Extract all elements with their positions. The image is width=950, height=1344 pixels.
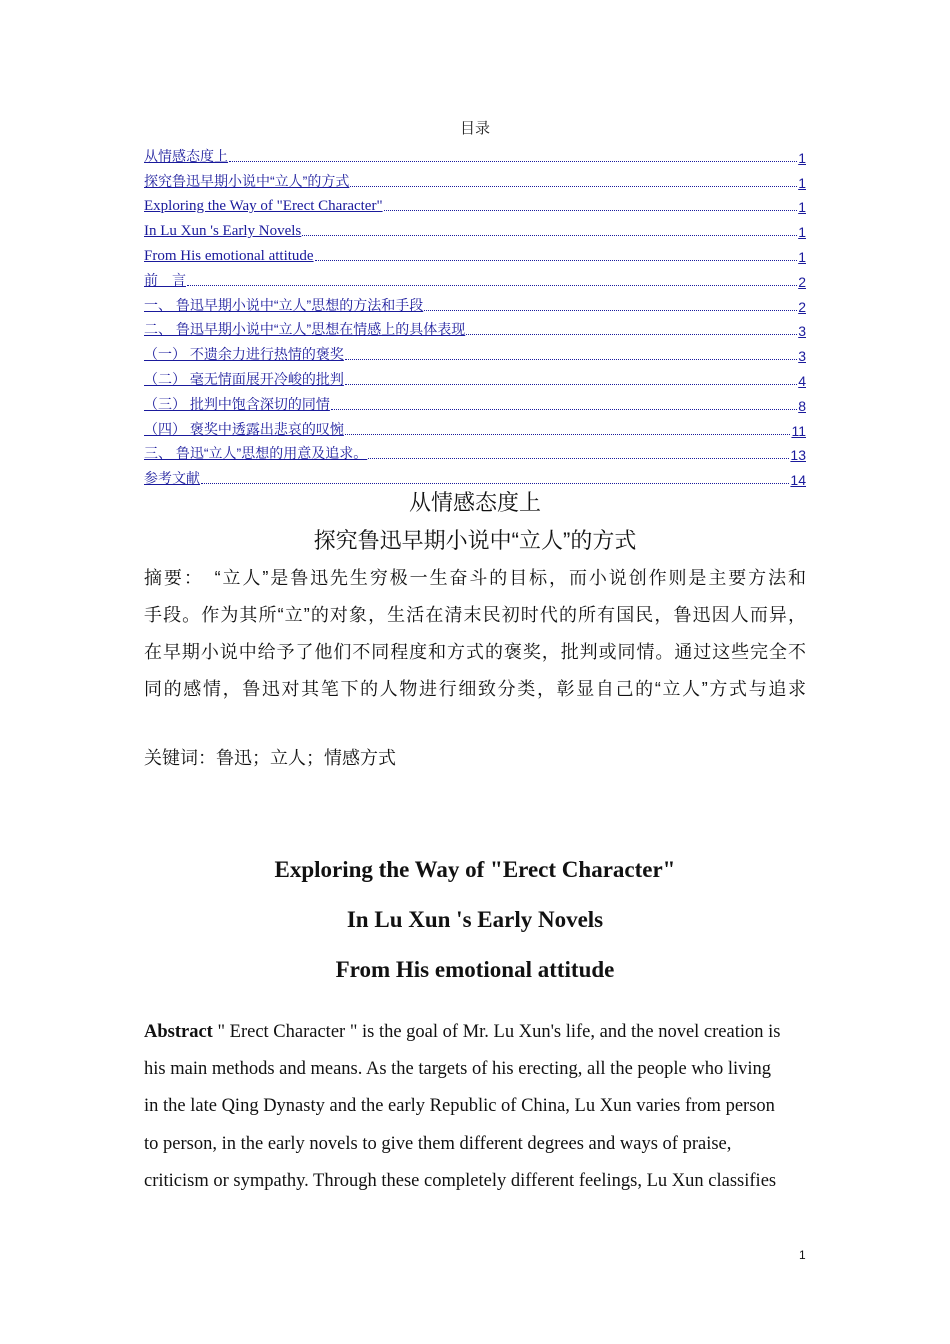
toc-entry[interactable] — [144, 240, 806, 265]
toc-page-number: 1 — [798, 174, 806, 191]
toc-entry-label: From His emotional attitude — [144, 247, 314, 264]
toc-leader-dots — [368, 458, 789, 459]
toc-page-number: 3 — [798, 323, 806, 340]
toc-entry[interactable] — [144, 215, 806, 240]
toc-page-number: 8 — [798, 397, 806, 414]
toc-entry-label: （三） 批判中饱含深切的同情 — [144, 395, 330, 412]
toc-entry[interactable] — [144, 290, 806, 315]
cn-abstract-line: 在早期小说中给予了他们不同程度和方式的褒奖，批判或同情。通过这些完全不 — [144, 642, 806, 662]
toc-entry[interactable] — [144, 339, 806, 364]
toc-page-number: 1 — [798, 149, 806, 166]
cn-abstract-line: 摘要： “立人”是鲁迅先生穷极一生奋斗的目标，而小说创作则是主要方法和 — [144, 568, 806, 588]
toc-leader-dots — [331, 409, 797, 410]
toc-leader-dots — [466, 334, 797, 335]
abstract-label: Abstract — [144, 1022, 213, 1042]
toc-page-number: 2 — [798, 273, 806, 290]
toc-entry[interactable] — [144, 389, 806, 414]
en-abstract-line: to person, in the early novels to give them different degrees and ways of praise, — [144, 1134, 732, 1154]
cn-abstract-line: 同的感情，鲁迅对其笔下的人物进行细致分类，彰显自己的“立人”方式与追求 — [144, 679, 806, 699]
toc-leader-dots — [424, 310, 797, 311]
toc-leader-dots — [384, 210, 798, 211]
toc-leader-dots — [187, 285, 797, 286]
toc-entry[interactable] — [144, 141, 806, 166]
en-title-line-3: From His emotional attitude — [335, 957, 615, 982]
toc-page-number: 1 — [798, 224, 806, 241]
toc-leader-dots — [302, 235, 797, 236]
en-abstract-text: " Erect Character " is the goal of Mr. Lu Xun's life, and the novel creation is — [212, 1022, 781, 1042]
toc-entry-label: 从情感态度上 — [144, 147, 228, 164]
en-abstract-line: in the late Qing Dynasty and the early Republic of China, Lu Xun varies from person — [144, 1096, 775, 1116]
cn-title-line-2: 探究鲁迅早期小说中“立人”的方式 — [313, 528, 637, 553]
en-title-line-1: Exploring the Way of "Erect Character" — [274, 857, 676, 882]
toc-leader-dots — [350, 186, 797, 187]
toc-title: 目录 — [459, 120, 490, 137]
toc-entry-label: Exploring the Way of "Erect Character" — [144, 198, 383, 215]
toc-page-number: 14 — [790, 472, 806, 489]
toc-leader-dots — [315, 260, 798, 261]
toc-page-number: 13 — [790, 447, 806, 464]
page-number: 1 — [799, 1248, 806, 1262]
toc-entry[interactable] — [144, 463, 806, 488]
table-of-contents — [144, 141, 806, 488]
toc-entry-label: In Lu Xun 's Early Novels — [144, 223, 302, 240]
toc-page-number: 1 — [798, 248, 806, 265]
toc-page-number: 11 — [791, 422, 806, 439]
toc-leader-dots — [201, 483, 789, 484]
keywords: 关键词：鲁迅；立人；情感方式 — [144, 748, 396, 768]
en-abstract-line: criticism or sympathy. Through these completely different feelings, Lu Xun classifies — [144, 1171, 777, 1191]
toc-page-number: 3 — [798, 348, 806, 365]
toc-entry[interactable] — [144, 315, 806, 340]
toc-entry[interactable] — [144, 439, 806, 464]
toc-entry-label: （一） 不遗余力进行热情的褒奖 — [144, 346, 344, 363]
en-abstract-line: his main methods and means. As the targets of his erecting, all the people who living — [144, 1059, 771, 1079]
toc-entry-label: 前 言 — [144, 271, 186, 288]
en-title-line-2: In Lu Xun 's Early Novels — [346, 907, 604, 932]
toc-entry-label: 二、 鲁迅早期小说中“立人”思想在情感上的具体表现 — [144, 321, 466, 338]
toc-page-number: 2 — [798, 298, 806, 315]
toc-entry[interactable] — [144, 166, 806, 191]
toc-page-number: 1 — [798, 199, 806, 216]
toc-entry[interactable] — [144, 265, 806, 290]
en-abstract-line — [144, 1022, 806, 1043]
toc-leader-dots — [345, 359, 797, 360]
toc-entry[interactable] — [144, 364, 806, 389]
toc-leader-dots — [345, 434, 791, 435]
cn-abstract-line: 手段。作为其所“立”的对象，生活在清末民初时代的所有国民，鲁迅因人而异， — [144, 605, 806, 625]
toc-entry-label: 三、 鲁迅“立人”思想的用意及追求。 — [144, 445, 368, 462]
toc-entry[interactable] — [144, 191, 806, 216]
toc-entry-label: 探究鲁迅早期小说中“立人”的方式 — [144, 172, 350, 189]
toc-entry[interactable] — [144, 414, 806, 439]
toc-entry-label: （四） 褒奖中透露出悲哀的叹惋 — [144, 420, 344, 437]
toc-leader-dots — [345, 384, 797, 385]
toc-entry-label: 一、 鲁迅早期小说中“立人”思想的方法和手段 — [144, 296, 424, 313]
toc-leader-dots — [229, 161, 797, 162]
toc-page-number: 4 — [798, 372, 806, 389]
cn-title-line-1: 从情感态度上 — [408, 490, 541, 515]
toc-entry-label: 参考文献 — [144, 470, 200, 487]
toc-entry-label: （二） 毫无情面展开冷峻的批判 — [144, 370, 344, 387]
